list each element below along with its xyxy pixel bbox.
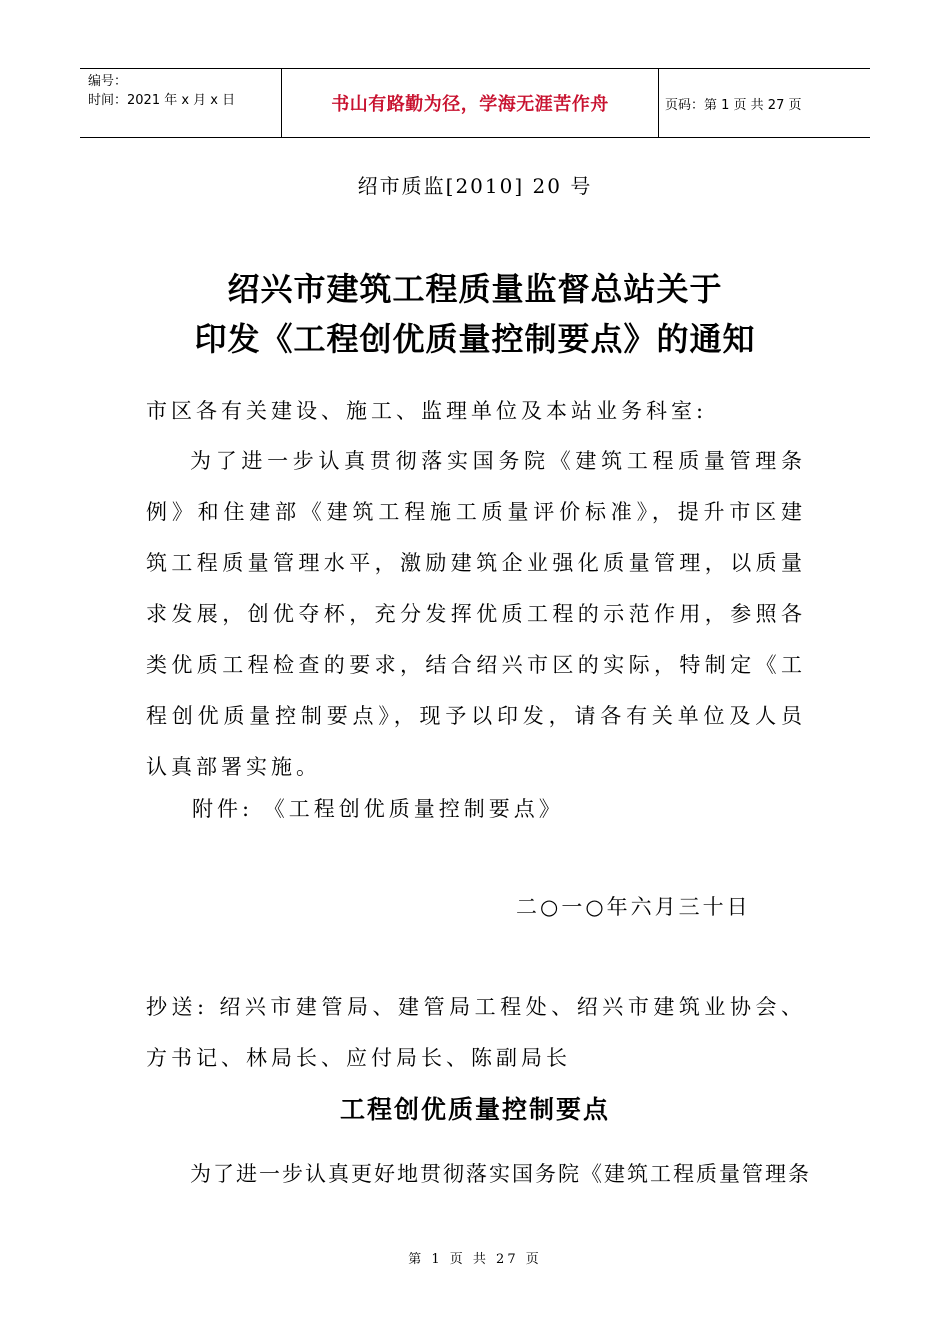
- header-meta: [80, 69, 282, 137]
- issue-date: 二○一○年六月三十日: [516, 895, 751, 919]
- page-footer: 第 1 页 共 27 页: [408, 1252, 542, 1267]
- section-first-line: 为了进一步认真更好地贯彻落实国务院《建筑工程质量管理条: [190, 1162, 811, 1186]
- document-number: 绍市质监[2010] 20 号: [357, 174, 593, 198]
- title-line-1: 绍兴市建筑工程质量监督总站关于: [227, 270, 723, 308]
- time-label: 时间：2021 年 x 月 x 日: [88, 93, 236, 108]
- cc-list: 抄送: 绍兴市建管局、建管局工程处、绍兴市建筑业协会、方书记、林局长、应付局长、陈副局长: [146, 995, 806, 1070]
- salutation: 市区各有关建设、施工、监理单位及本站业务科室:: [146, 399, 708, 423]
- attachment-line: 附件: 《工程创优质量控制要点》: [192, 797, 564, 821]
- section-title: 工程创优质量控制要点: [339, 1095, 610, 1124]
- header-page-info: [659, 69, 870, 137]
- body-paragraph: 为了进一步认真贯彻落实国务院《建筑工程质量管理条例》和住建部《建筑工程施工质量评价标准》，提升市区建筑工程质量管理水平，激励建筑企业强化质量管理，以质量求发展，创优夺杯，充分发挥优质工程的示范作用，参照各类优质工程检查的要求，结合绍兴市区的实际，特制定《工程创优质量控制要点》，现予以印发，请各有关单位及人员认真部署实施。: [146, 449, 806, 779]
- page-info-text: 页码：第 1 页 共 27 页: [665, 97, 802, 113]
- number-label: 编号：: [88, 74, 128, 89]
- motto-text: 书山有路勤为径，学海无涯苦作舟: [331, 94, 609, 115]
- header-motto-cell: [282, 69, 659, 137]
- page-header: [80, 68, 870, 138]
- title-line-2: 印发《工程创优质量控制要点》的通知: [194, 320, 756, 358]
